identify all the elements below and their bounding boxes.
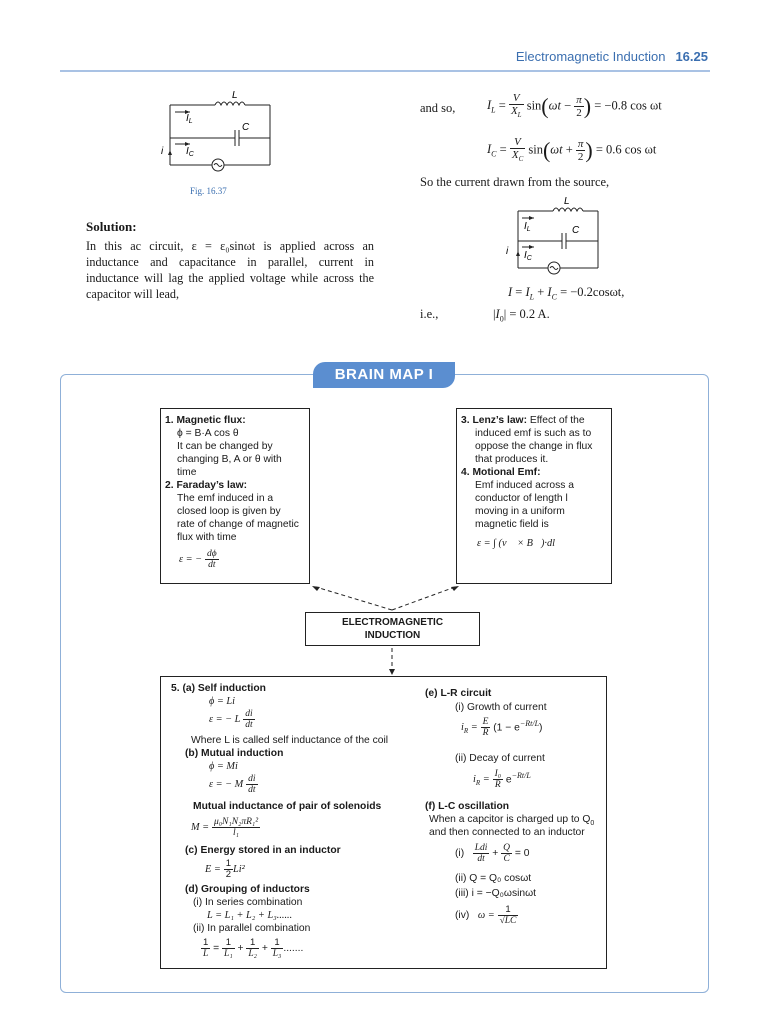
chapter-title: Electromagnetic Induction xyxy=(515,49,666,64)
inductor-label: L xyxy=(232,90,238,101)
lc-line-2: and then connected to an inductor xyxy=(429,827,585,838)
heading-self-induction: 5. (a) Self induction xyxy=(171,683,266,694)
central-node xyxy=(305,612,480,646)
solution-title: Solution: xyxy=(86,219,137,234)
lc-line-1: When a capcitor is charged up to $Q_0$ xyxy=(429,814,595,828)
and-so-label: and so, xyxy=(420,101,456,115)
total-current-eq: $I = I_L + I_C = -0.2\cos\omega t$, xyxy=(508,285,625,302)
peak-current-value: | = 0.2 A. xyxy=(503,307,550,321)
box-self-mutual-induction xyxy=(160,676,607,969)
faraday-line-4: flux with time xyxy=(177,532,237,543)
heading-grouping: (d) Grouping of inductors xyxy=(185,884,310,895)
heading-faraday-law: 2. Faraday’s law: xyxy=(165,480,248,491)
heading-lc-oscillation: (f) L-C oscillation xyxy=(425,801,510,812)
motional-line-3: moving in a uniform xyxy=(475,506,565,517)
current-il-label-2: $I_L$ xyxy=(524,221,531,233)
motional-formula: ε = ∫ (v⃗ × B⃗)·dl⃗ xyxy=(477,538,563,549)
energy-formula: E = $\frac{1}{2}$ Li² xyxy=(205,858,245,880)
current-i-label-2: i xyxy=(506,246,509,257)
lenz-line-2: oppose the change in flux xyxy=(475,441,593,452)
page-number: 16.25 xyxy=(675,49,708,64)
lc-eq-4: (iv) ω = $\frac{1}{√LC}$ xyxy=(455,904,517,926)
current-i-label: i xyxy=(161,146,164,157)
total-current-value: = −0.2cosωt, xyxy=(560,285,625,299)
capacitor-label: C xyxy=(242,122,250,133)
growth-formula: $i_R$ = $\frac{E}{R}$ $(1 - e^{-Rt/L})$ xyxy=(461,717,543,739)
current-ic-label: $I_C$ xyxy=(186,146,194,158)
inductor-label-2: L xyxy=(564,196,570,207)
faraday-line-2: closed loop is given by xyxy=(177,506,281,517)
lc-eq-2: (ii) Q = Q₀ cosωt xyxy=(455,873,532,884)
current-drawn-text: So the current drawn from the source, xyxy=(420,175,610,189)
ic-equation: $I_C$ = $\frac{V}{X_C}$ sin(ωt + $\frac{\pi}{2}$ ) = 0.6 cos ωt xyxy=(487,136,657,164)
flux-line-4: time xyxy=(177,467,197,478)
parallel-label: (ii) In parallel combination xyxy=(193,923,311,934)
peak-current-eq: $|I_0| = 0.2$ A. xyxy=(493,307,550,324)
central-node-line-2: INDUCTION xyxy=(364,630,421,641)
motional-line-1: Emf induced across a xyxy=(475,480,575,491)
il-equation: $I_L$ = $\frac{V}{X_L}$ sin(ωt − $\frac{\pi}{2}$ ) = −0.8 cos ωt xyxy=(487,92,662,120)
figure-caption: Fig. 16.37 xyxy=(190,186,227,196)
solution-text: In this ac circuit, ε = ε₀sinωt is applied across an inductance and capacitance in parallel, current in inductance will lag the applied voltage while across the capacitor will lead, xyxy=(86,239,374,301)
parallel-formula: $\frac{1}{L}$ = $\frac{1}{\text{L₁}}$ + $\frac{1}{\text{L₂}}$ + $\frac{1}{\text{L₃}}$ ....... xyxy=(203,937,304,959)
self-flux: ϕ = Li xyxy=(209,696,236,707)
lenz-line-3: that produces it. xyxy=(475,454,549,465)
lenz-line-0: Effect of the xyxy=(527,415,585,426)
flux-formula: ϕ = B·A cos θ xyxy=(177,428,239,439)
current-ic-label-2: $I_C$ xyxy=(524,250,532,262)
lc-eq-3: (iii) i = −Q₀ωsinωt xyxy=(455,888,537,899)
ic-result: = 0.6 cos ωt xyxy=(595,142,657,157)
series-formula: L = L₁ + L₂ + L₃...... xyxy=(207,910,293,921)
heading-lenz-law: 3. Lenz’s law: xyxy=(461,415,527,426)
lenz-line-1: induced emf is such as to xyxy=(475,428,592,439)
heading-motional-emf: 4. Motional Emf: xyxy=(461,467,541,478)
decay-label: (ii) Decay of current xyxy=(455,753,545,764)
flux-line-2: It can be changed by xyxy=(177,441,273,452)
capacitor-label-2: C xyxy=(572,225,580,236)
heading-energy-stored: (c) Energy stored in an inductor xyxy=(185,845,341,856)
faraday-line-1: The emf induced in a xyxy=(177,493,274,504)
mutual-emf: ε = − M $\frac{di}{dt}$ xyxy=(209,774,256,795)
lc-eq-1: (i) Ldi dt + $\frac{Q}{C}$ = 0 xyxy=(455,843,530,864)
heading-lr-circuit: (e) L-R circuit xyxy=(425,688,492,699)
il-result: = −0.8 cos ωt xyxy=(594,98,662,113)
flux-line-3: changing B, A or θ with xyxy=(177,454,282,465)
mutual-solenoid-formula: M = $\frac{\text{μ₀N₁N₂πR₁²}}{\text{l₁}}$ xyxy=(191,817,259,838)
faraday-formula: ε = − $\frac{d\phi}{dt}$ xyxy=(179,549,217,570)
series-label: (i) In series combination xyxy=(193,897,303,908)
motional-line-2: conductor of length l xyxy=(475,493,568,504)
motional-line-4: magnetic field is xyxy=(475,519,549,530)
heading-mutual-solenoids: Mutual inductance of pair of solenoids xyxy=(193,801,382,812)
central-node-line-1: ELECTROMAGNETIC xyxy=(341,617,444,628)
ie-label: i.e., xyxy=(420,307,439,321)
brain-map-title: BRAIN MAP I xyxy=(313,362,455,388)
current-il-label: $I_L$ xyxy=(186,113,193,125)
growth-label: (i) Growth of current xyxy=(455,702,547,713)
heading-mutual-induction: (b) Mutual induction xyxy=(185,748,284,759)
self-emf: ε = − L $\frac{di}{dt}$ xyxy=(209,709,253,730)
faraday-line-3: rate of change of magnetic xyxy=(177,519,299,530)
heading-magnetic-flux: 1. Magnetic flux: xyxy=(165,415,246,426)
mutual-flux: ϕ = Mi xyxy=(209,761,238,772)
self-inductance-note: Where L is called self inductance of the coil xyxy=(191,735,389,746)
decay-formula: $i_R$ = $\frac{\text{I₀}}{R}$ $e^{-Rt/L}$ xyxy=(473,769,531,791)
